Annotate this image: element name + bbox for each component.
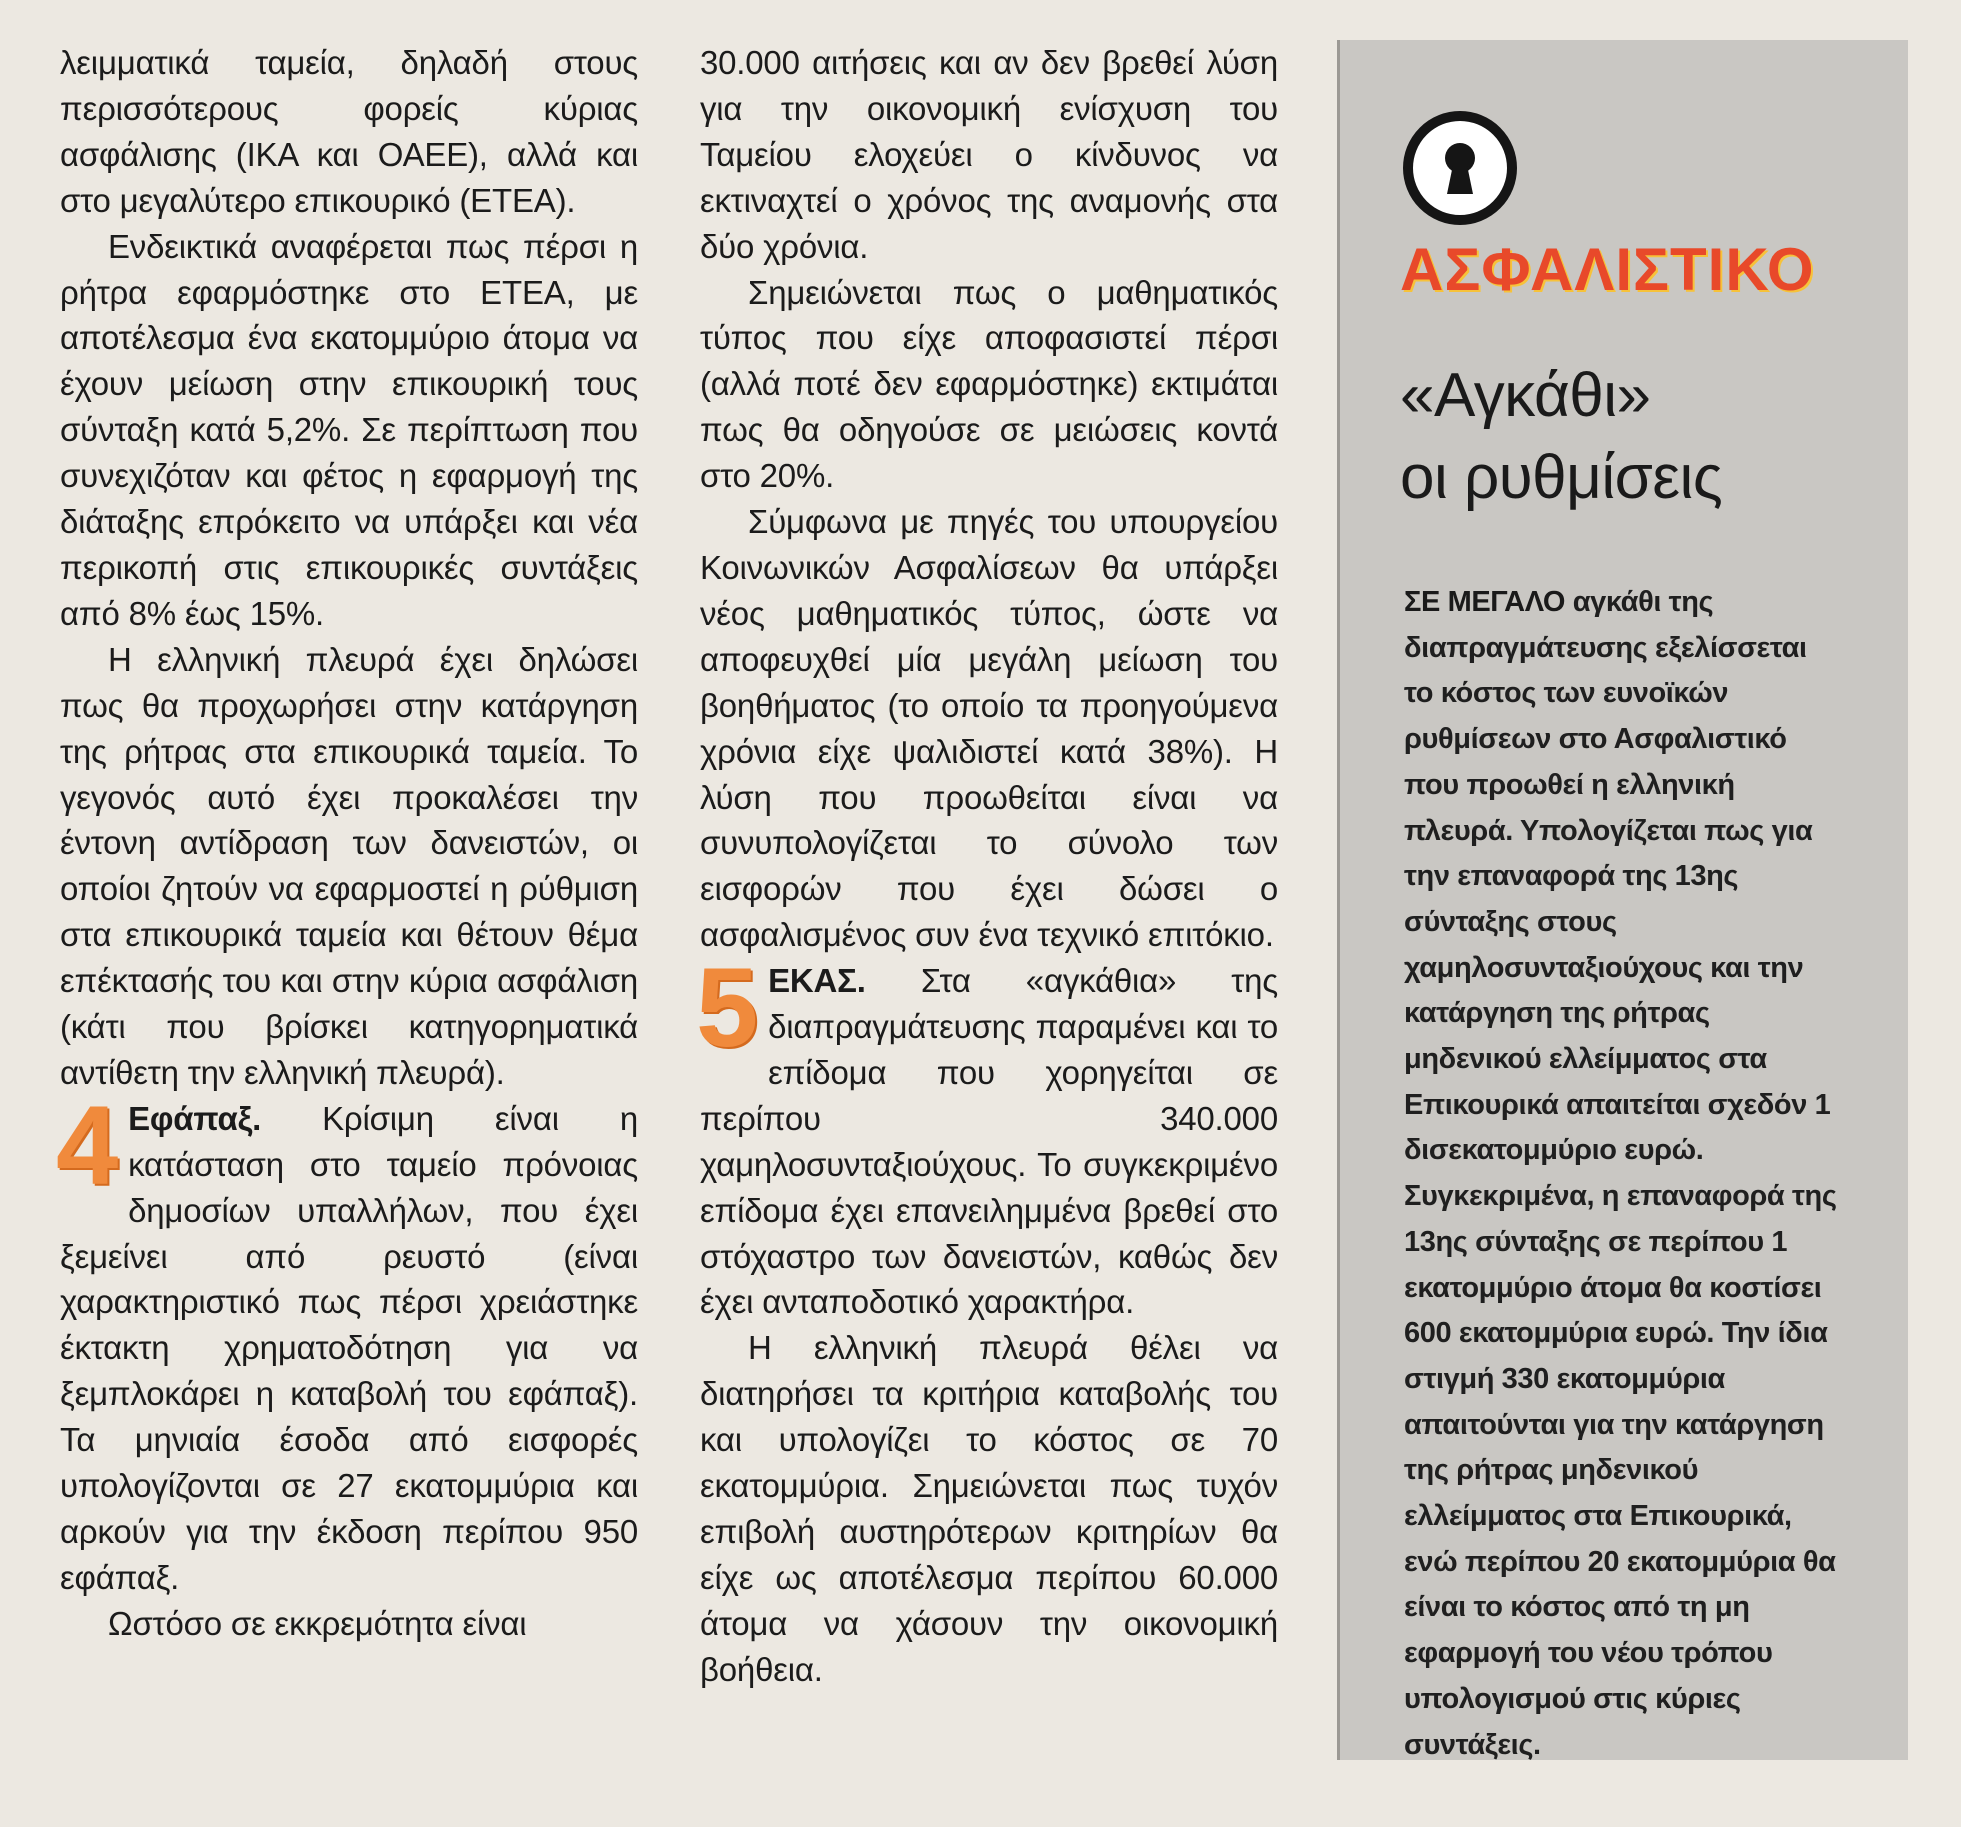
paragraph: Ενδεικτικά αναφέρεται πως πέρσι η ρήτρα εφαρμόστηκε στο ΕΤΕΑ, με αποτέλεσμα ένα εκατομμύριο άτομα να έχουν μείωση στην επικουρική τους σύνταξη κατά 5,2%. Σε περίπτωση που συνεχιζόταν και φέτος η εφαρμογή της διάταξης επρόκειτο να υπάρξει και νέα περικοπή στις επικουρικές συντάξεις από 8% έως 15%. bbox=[60, 227, 638, 632]
paragraph: λειμματικά ταμεία, δηλαδή στους περισσότερους φορείς κύριας ασφάλισης (ΙΚΑ και ΟΑΕΕ), αλλά και στο μεγαλύτερο επικουρικό (ΕΤΕΑ). bbox=[60, 44, 638, 219]
numbered-item-5 bbox=[696, 945, 1278, 1325]
paragraph: Η ελληνική πλευρά θέλει να διατηρήσει τα κριτήρια καταβολής του και υπολογίζει το κόστος σε 70 εκατομμύρια. Σημειώνεται πως τυχόν επιβολή αυστηρότερων κριτηρίων θα είχε ως αποτέλεσμα περίπου 60.000 άτομα να χάσουν την οικονομική βοήθεια. bbox=[700, 1329, 1278, 1688]
paragraph: Σύμφωνα με πηγές του υπουργείου Κοινωνικών Ασφαλίσεων θα υπάρξει νέος μαθηματικός τύπος, ώστε να αποφευχθεί μία μεγάλη μείωση του βοηθήματος (το οποίο τα προηγούμενα χρόνια είχε ψαλιδιστεί κατά 38%). Η λύση που προωθείται είναι να συνυπολογίζεται το σύνολο των εισφορών που έχει δώσει ο ασφαλισμένος συν ένα τεχνικό επιτόκιο. bbox=[700, 503, 1278, 954]
item-text: Κρίσιμη είναι η κατάσταση στο ταμείο πρόνοιας δημοσίων υπαλλήλων, που έχει ξεμείνει από ρευστό (είναι χαρακτηριστικό πως πέρσι χρειάστηκε έκτακτη χρηματοδότηση για να ξεμπλοκάρει η καταβολή του εφάπαξ). Τα μηνιαία έσοδα από εισφορές υπολογίζονται σε 27 εκατομμύρια και αρκούν για την έκδοση περίπου 950 εφάπαξ. bbox=[60, 1099, 638, 1596]
item-title: Εφάπαξ. bbox=[128, 1099, 262, 1137]
section-label: ΑΣΦΑΛΙΣΤΙΚΟ bbox=[1400, 236, 1815, 303]
item-title: ΕΚΑΣ. bbox=[768, 962, 866, 1000]
sidebar-text: αγκάθι της διαπραγμάτευσης εξελίσσεται το κόστος των ευνοϊκών ρυθμίσεων στο Ασφαλιστικό που προωθεί η ελληνική πλευρά. Υπολογίζεται πως για την επαναφορά της 13ης σύνταξης στους χαμηλοσυνταξιούχους και την κατάργηση της ρήτρας μηδενικού ελλείμματος στα Επικουρικά απαιτείται σχεδόν 1 δισεκατομμύριο ευρώ. Συγκεκριμένα, η επαναφορά της 13ης σύνταξης σε περίπου 1 εκατομμύριο άτομα θα κοστίσει 600 εκατομμύρια ευρώ. Την ίδια στιγμή 330 εκατομμύρια απαιτούνται για την κατάργηση της ρήτρας μηδενικού ελλείμματος στα Επικουρικά, ενώ περίπου 20 εκατομμύρια θα είναι το κόστος από τη μη εφαρμογή του νέου τρόπου υπολογισμού στις κύριες συντάξεις. bbox=[1404, 586, 1837, 1761]
paragraph: Η ελληνική πλευρά έχει δηλώσει πως θα προχωρήσει στην κατάργηση της ρήτρας στα επικουρικά ταμεία. Το γεγονός αυτό έχει προκαλέσει την έντονη αντίδραση των δανειστών, οι οποίοι ζητούν να εφαρμοστεί η ρύθμιση στα επικουρικά ταμεία και θέτουν θέμα επέκτασής του και στην κύρια ασφάλιση (κάτι που βρίσκει κατηγορηματικά αντίθετη την ελληνική πλευρά). bbox=[60, 640, 638, 1091]
sidebar-box bbox=[1337, 40, 1908, 1760]
numbered-item-4 bbox=[56, 1082, 638, 1601]
item-text: Στα «αγκάθια» της διαπραγμάτευσης παραμένει και το επίδομα που χορηγείται σε περίπου 340.000 χαμηλοσυνταξιούχους. Το συγκεκριμένο επίδομα έχει επανειλημμένα βρεθεί στο στόχαστρο των δανειστών, καθώς δεν έχει ανταποδοτικό χαρακτήρα. bbox=[700, 962, 1278, 1321]
paragraph: Ωστόσο σε εκκρεμότητα είναι bbox=[108, 1604, 527, 1642]
sidebar-headline bbox=[1400, 355, 1880, 519]
item-number: 4 bbox=[56, 1082, 119, 1208]
item-number: 5 bbox=[696, 945, 759, 1071]
article-column-1 bbox=[56, 40, 638, 1647]
paragraph: Σημειώνεται πως ο μαθηματικός τύπος που είχε αποφασιστεί πέρσι (αλλά ποτέ δεν εφαρμόστηκε) εκτιμάται πως θα οδηγούσε σε μειώσεις κοντά στο 20%. bbox=[700, 273, 1278, 495]
sidebar-body bbox=[1404, 580, 1838, 1768]
headline-line: οι ρυθμίσεις bbox=[1400, 443, 1723, 512]
keyhole-icon bbox=[1402, 110, 1518, 226]
headline-line: «Αγκάθι» bbox=[1400, 361, 1651, 430]
article-column-2 bbox=[696, 40, 1278, 1693]
paragraph: 30.000 αιτήσεις και αν δεν βρεθεί λύση για την οικονομική ενίσχυση του Ταμείου ελοχεύει ο κίνδυνος να εκτιναχτεί ο χρόνος της αναμονής στα δύο χρόνια. bbox=[700, 44, 1278, 265]
sidebar-lead: ΣΕ ΜΕΓΑΛΟ bbox=[1404, 586, 1566, 618]
